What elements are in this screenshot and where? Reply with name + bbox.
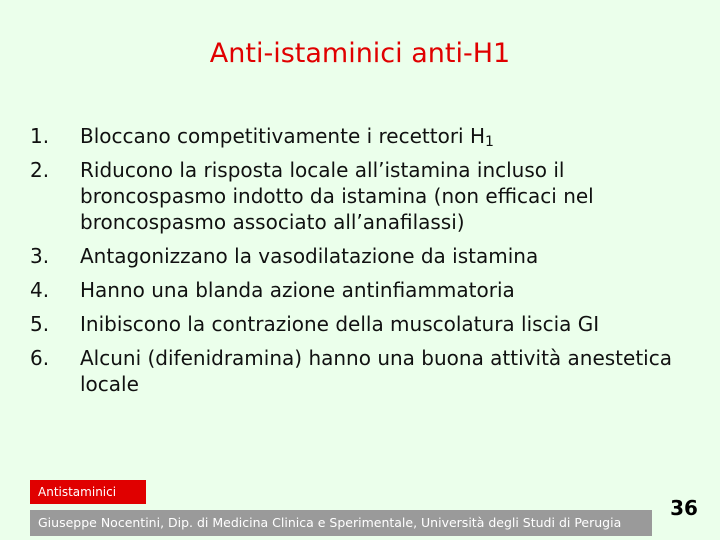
list-number: 3. bbox=[30, 244, 50, 268]
list-text-main: Bloccano competitivamente i recettori H bbox=[80, 124, 485, 148]
list-item bbox=[30, 123, 690, 149]
list-number: 2. bbox=[30, 158, 50, 182]
list-text: Hanno una blanda azione antinfiammatoria bbox=[80, 278, 515, 302]
list-text: Antagonizzano la vasodilatazione da istamina bbox=[80, 244, 539, 268]
list-item bbox=[30, 277, 690, 303]
footer-credit: Giuseppe Nocentini, Dip. di Medicina Clinica e Sperimentale, Università degli Studi di Perugia bbox=[30, 510, 652, 536]
list-number: 4. bbox=[30, 278, 50, 302]
point-list bbox=[30, 123, 690, 405]
list-number: 6. bbox=[30, 346, 50, 370]
list-item bbox=[30, 157, 690, 235]
list-text: Riducono la risposta locale all’istamina incluso il broncospasmo indotto da istamina (non efficaci nel broncospasmo associato all’anafilassi) bbox=[80, 158, 594, 234]
slide-title: Anti-istaminici anti-H1 bbox=[209, 38, 511, 69]
list-item bbox=[30, 243, 690, 269]
list-text: Inibiscono la contrazione della muscolatura liscia GI bbox=[80, 312, 600, 336]
list-text bbox=[80, 123, 690, 149]
subscript: 1 bbox=[485, 134, 494, 150]
list-text: Alcuni (difenidramina) hanno una buona attività anestetica locale bbox=[80, 346, 672, 396]
list-item bbox=[30, 311, 690, 337]
section-tag: Antistaminici bbox=[30, 480, 146, 504]
list-item bbox=[30, 345, 690, 397]
list-number: 1. bbox=[30, 124, 50, 148]
list-number: 5. bbox=[30, 312, 50, 336]
page-number: 36 bbox=[670, 496, 698, 520]
